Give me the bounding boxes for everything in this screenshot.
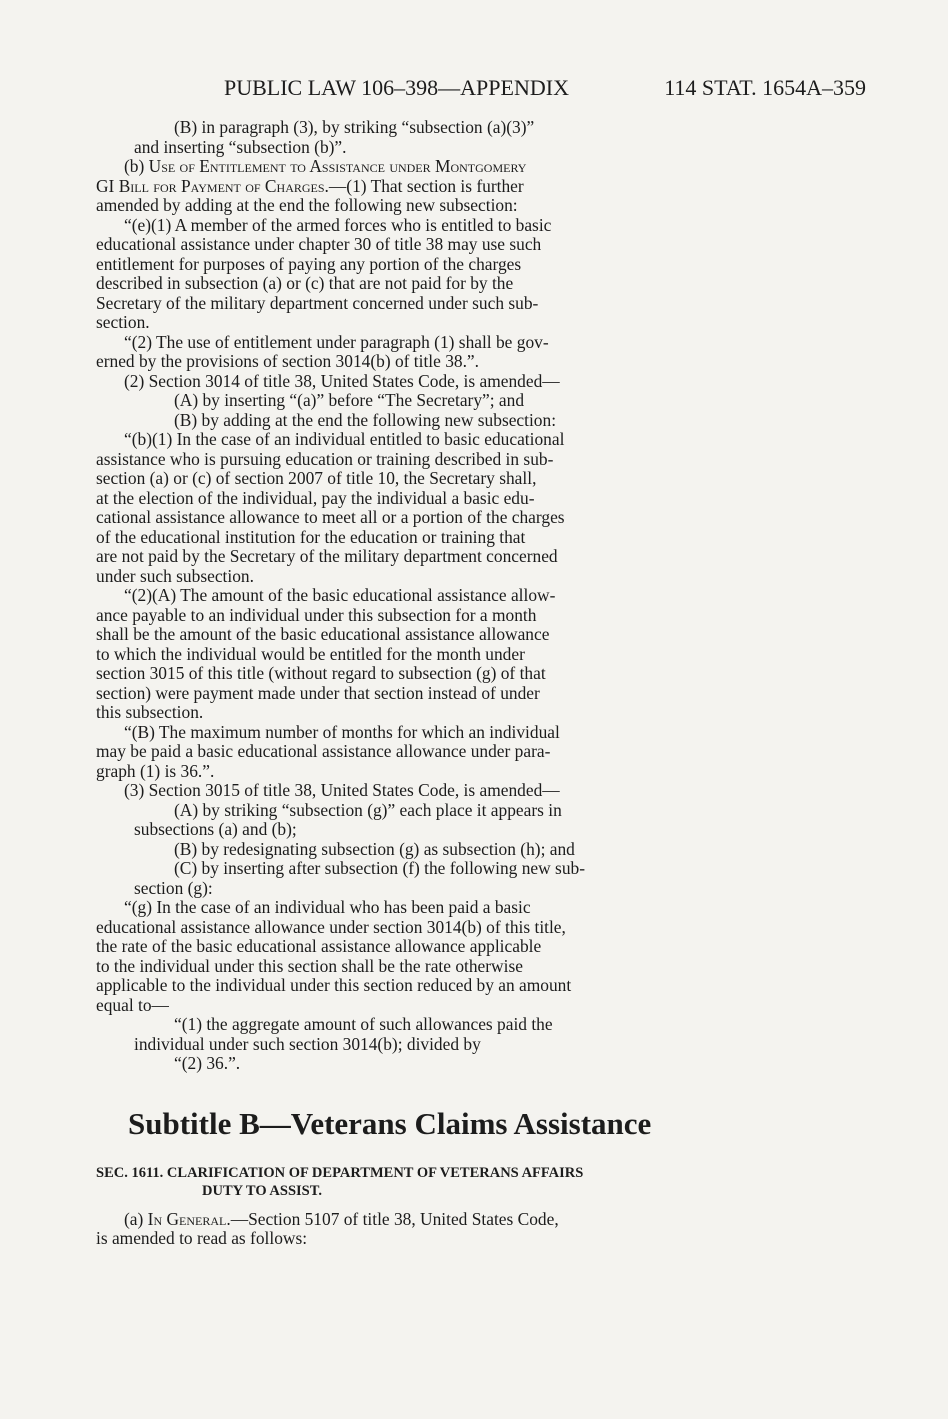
text-line: “(e)(1) A member of the armed forces who is entitled to basic [124,214,552,235]
header-stat-page: 114 STAT. 1654A–359 [664,75,866,100]
text-line: applicable to the individual under this section reduced by an amount [96,975,572,995]
text-line: graph (1) is 36.”. [96,760,215,781]
text-line: section (g): [134,877,213,898]
text-line: described in subsection (a) or (c) that are not paid for by the [96,273,514,293]
section-title: CLARIFICATION OF DEPARTMENT OF VETERANS AFFAIRS [166,1164,584,1181]
text-line: the rate of the basic educational assistance allowance applicable [96,936,542,956]
text-line: entitlement for purposes of paying any portion of the charges [96,253,522,274]
text-line: “(2) The use of entitlement under paragraph (1) shall be gov- [124,331,549,352]
text-line: section (a) or (c) of section 2007 of title 10, the Secretary shall, [96,468,537,488]
header-title: PUBLIC LAW 106–398—APPENDIX [224,75,569,100]
text-line: “(B) The maximum number of months for which an individual [124,721,560,742]
text-line: this subsection. [96,702,204,722]
text-line: erned by the provisions of section 3014(b) of title 38.”. [96,351,479,371]
text-line: “(1) the aggregate amount of such allowances paid the [174,1014,553,1034]
text-line: section) were payment made under that section instead of under [96,682,540,703]
text-line: educational assistance allowance under section 3014(b) of this title, [96,916,566,937]
text-line: (3) Section 3015 of title 38, United States Code, is amended— [124,780,560,800]
text-run: .—Section 5107 of title 38, United States Code, [226,1208,559,1229]
text-line: cational assistance allowance to meet all or a portion of the charges [96,507,565,527]
text-line: may be paid a basic educational assistance allowance under para- [96,741,551,761]
text-run: (b) [124,156,149,176]
text-line: shall be the amount of the basic educational assistance allowance [96,624,550,644]
heading-smallcaps: In General [147,1208,227,1229]
text-run: (a) [124,1208,148,1229]
text-line: “(2) 36.”. [174,1053,241,1073]
section-title-cont: DUTY TO ASSIST. [202,1182,322,1199]
subsection-heading-a [96,1210,724,1230]
text-line: to which the individual would be entitled for the month under [96,643,525,664]
text-line: Secretary of the military department concerned under such sub- [96,292,539,313]
text-line: individual under such section 3014(b); divided by [134,1033,481,1054]
text-line: at the election of the individual, pay the individual a basic edu- [96,487,535,508]
text-line: subsections (a) and (b); [134,819,297,839]
subsection-heading-b-cont [96,177,724,197]
text-line: equal to— [96,994,169,1015]
running-header [96,70,866,106]
text-line: ance payable to an individual under this subsection for a month [96,604,537,625]
text-line: (B) by redesignating subsection (g) as subsection (h); and [174,838,575,859]
text-line: section 3015 of this title (without regard to subsection (g) of that [96,663,546,683]
text-line: is amended to read as follows: [96,1228,308,1248]
text-line: and inserting “subsection (b)”. [134,136,347,157]
section-number: SEC. 1611. [96,1164,167,1181]
text-line: amended by adding at the end the following new subsection: [96,195,518,215]
text-line: (C) by inserting after subsection (f) the following new sub- [174,858,585,878]
text-line: (A) by striking “subsection (g)” each place it appears in [174,799,562,820]
text-line: section. [96,312,150,332]
heading-smallcaps: Use of Entitlement to Assistance under Montgomery [148,156,527,176]
text-line: of the educational institution for the education or training that [96,526,526,547]
text-line: “(2)(A) The amount of the basic educational assistance allow- [124,585,556,605]
text-line: (B) in paragraph (3), by striking “subsection (a)(3)” [174,117,535,137]
text-line: “(b)(1) In the case of an individual entitled to basic educational [124,429,565,449]
subtitle-heading: Subtitle B—Veterans Claims Assistance [128,1105,652,1141]
text-run: .—(1) That section is further [324,175,524,196]
text-line: to the individual under this section shall be the rate otherwise [96,955,523,976]
section-heading [96,1164,724,1182]
text-line: (A) by inserting “(a)” before “The Secretary”; and [174,390,525,410]
page-body [96,118,724,1249]
heading-smallcaps: GI Bill for Payment of Charges [96,175,325,196]
text-line: (B) by adding at the end the following new subsection: [174,409,557,430]
text-line: educational assistance under chapter 30 of title 38 may use such [96,234,542,254]
text-line: (2) Section 3014 of title 38, United States Code, is amended— [124,370,560,391]
subsection-heading-b [96,157,724,177]
text-line: assistance who is pursuing education or training described in sub- [96,448,554,469]
text-line: under such subsection. [96,565,254,586]
text-line: “(g) In the case of an individual who has been paid a basic [124,897,531,917]
text-line: are not paid by the Secretary of the military department concerned [96,546,558,566]
